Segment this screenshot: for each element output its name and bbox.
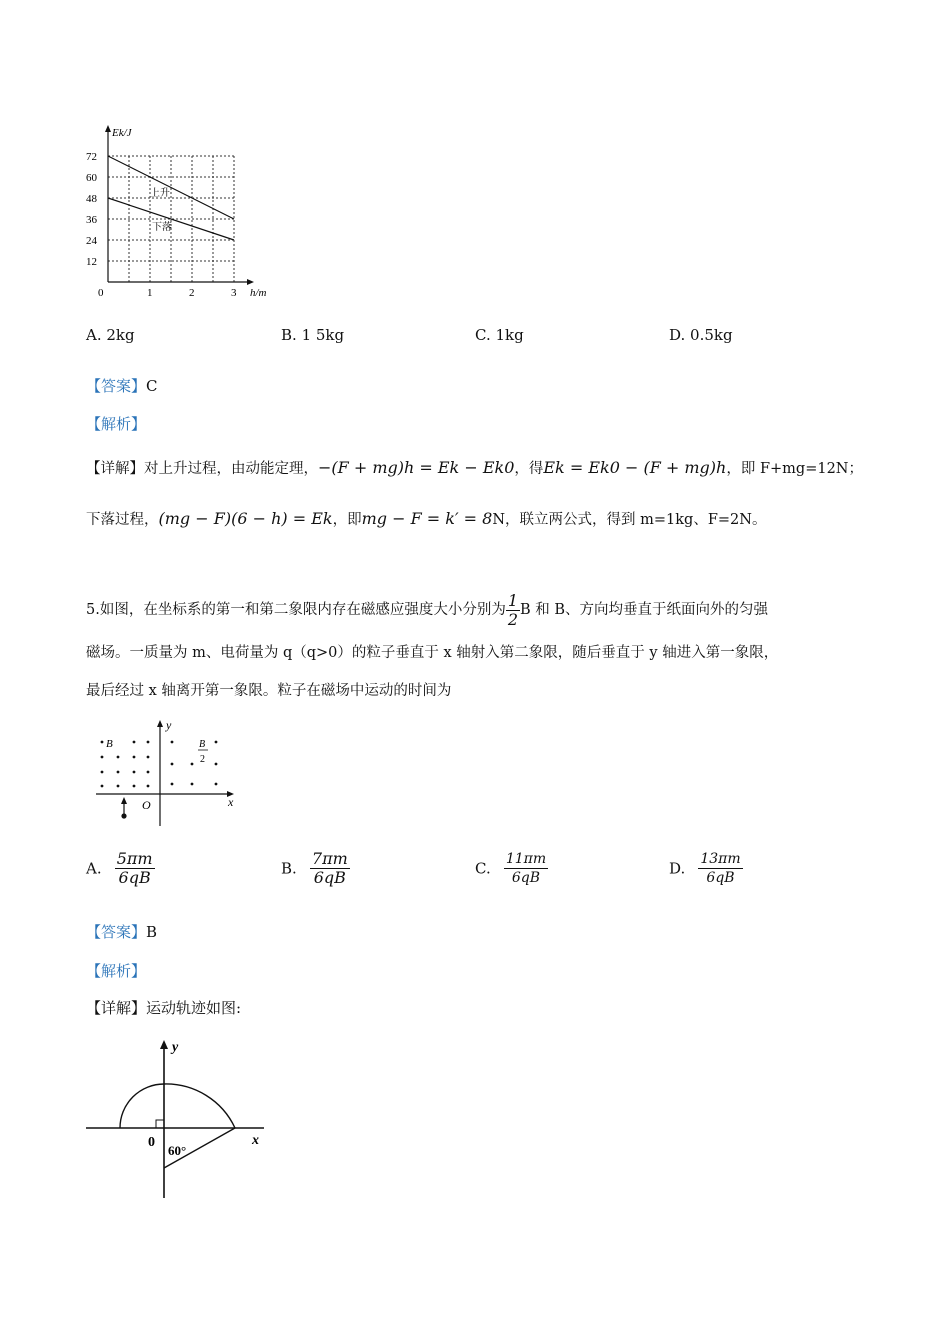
- q4-option-a[interactable]: A. 2kg: [86, 326, 135, 344]
- y-axis-label: Ek/J: [112, 127, 132, 139]
- falling-label: 下落: [152, 222, 172, 233]
- x-tick-1: 1: [147, 287, 153, 299]
- q5-option-c[interactable]: C. $\frac{11\pi m}{6qB}$: [475, 851, 547, 886]
- ek-h-graph: [80, 122, 280, 302]
- trajectory-figure: [84, 1038, 284, 1202]
- y-axis-label: y: [172, 1040, 179, 1055]
- x-axis-label: x: [228, 795, 234, 809]
- q4-option-c[interactable]: C. 1kg: [475, 326, 524, 344]
- q5-analysis-tag: 【解析】: [86, 962, 147, 980]
- field-dots-right: [171, 741, 218, 786]
- x-tick-3: 3: [231, 287, 237, 299]
- q5-answer: 【答案】B: [86, 923, 158, 941]
- q5-option-a[interactable]: A. $\frac{5\pi m}{6qB}$: [86, 849, 153, 887]
- q5-stem-line2: 磁场。一质量为 m、电荷量为 q（q>0）的粒子垂直于 x 轴射入第二象限，随后垂直于 y 轴进入第一象限，: [86, 645, 779, 661]
- q5-option-b[interactable]: B. $\frac{7\pi m}{6qB}$: [281, 849, 348, 887]
- y-axis-arrow: [105, 125, 111, 132]
- arc-second-quadrant: [120, 1084, 164, 1128]
- origin-label: O: [142, 798, 151, 812]
- y-tick-48: 48: [86, 193, 97, 205]
- origin-label: 0: [98, 287, 104, 299]
- q4-analysis-tag: 【解析】: [86, 415, 147, 433]
- q5-detail: 【详解】运动轨迹如图:: [86, 999, 242, 1017]
- origin-label: 0: [148, 1135, 155, 1150]
- y-tick-36: 36: [86, 214, 97, 226]
- field-label-b: B: [106, 738, 113, 750]
- field-label-b2-den: 2: [200, 754, 205, 765]
- q4-option-b[interactable]: B. 1 5kg: [281, 326, 345, 344]
- y-tick-60: 60: [86, 172, 97, 184]
- magnetic-field-figure: [90, 716, 250, 832]
- y-tick-24: 24: [86, 235, 97, 247]
- field-label-b2-num: B: [199, 739, 206, 750]
- q4-detail-line1: 【详解】对上升过程，由动能定理，−(F + mg)h = Ek − Ek0，得Ek = Ek0 − (F + mg)h，即 F+mg=12N；: [86, 458, 863, 477]
- right-angle-mark: [156, 1120, 164, 1128]
- q4-detail-line2: 下落过程，(mg − F)(6 − h) = Ek，即mg − F = k′ = 8N，联立两公式，得到 m=1kg、F=2N。: [86, 509, 767, 528]
- x-axis-arrow: [247, 279, 254, 285]
- x-axis-label: h/m: [250, 287, 267, 299]
- fraction-one-half: $\frac{1}{2}$: [507, 590, 519, 629]
- x-tick-2: 2: [189, 287, 195, 299]
- q5-option-d[interactable]: D. $\frac{13\pi m}{6qB}$: [669, 851, 741, 886]
- particle: [121, 813, 126, 818]
- x-axis-label: x: [252, 1133, 259, 1148]
- y-axis-label: y: [166, 718, 172, 732]
- q4-option-d[interactable]: D. 0.5kg: [669, 326, 733, 344]
- q4-answer: 【答案】C: [86, 377, 158, 395]
- q5-stem-line3: 最后经过 x 轴离开第一象限。粒子在磁场中运动的时间为: [86, 683, 452, 699]
- q5-stem-line1: 5.如图，在坐标系的第一和第二象限内存在磁感应强度大小分别为 $\frac{1}{2}$ B 和 B、方向均垂直于纸面向外的匀强: [86, 590, 769, 629]
- rising-label: 上升: [150, 188, 170, 199]
- arc-first-quadrant: [164, 1084, 235, 1128]
- angle-label: 60°: [168, 1143, 187, 1158]
- y-tick-12: 12: [86, 256, 97, 268]
- y-tick-72: 72: [86, 151, 97, 163]
